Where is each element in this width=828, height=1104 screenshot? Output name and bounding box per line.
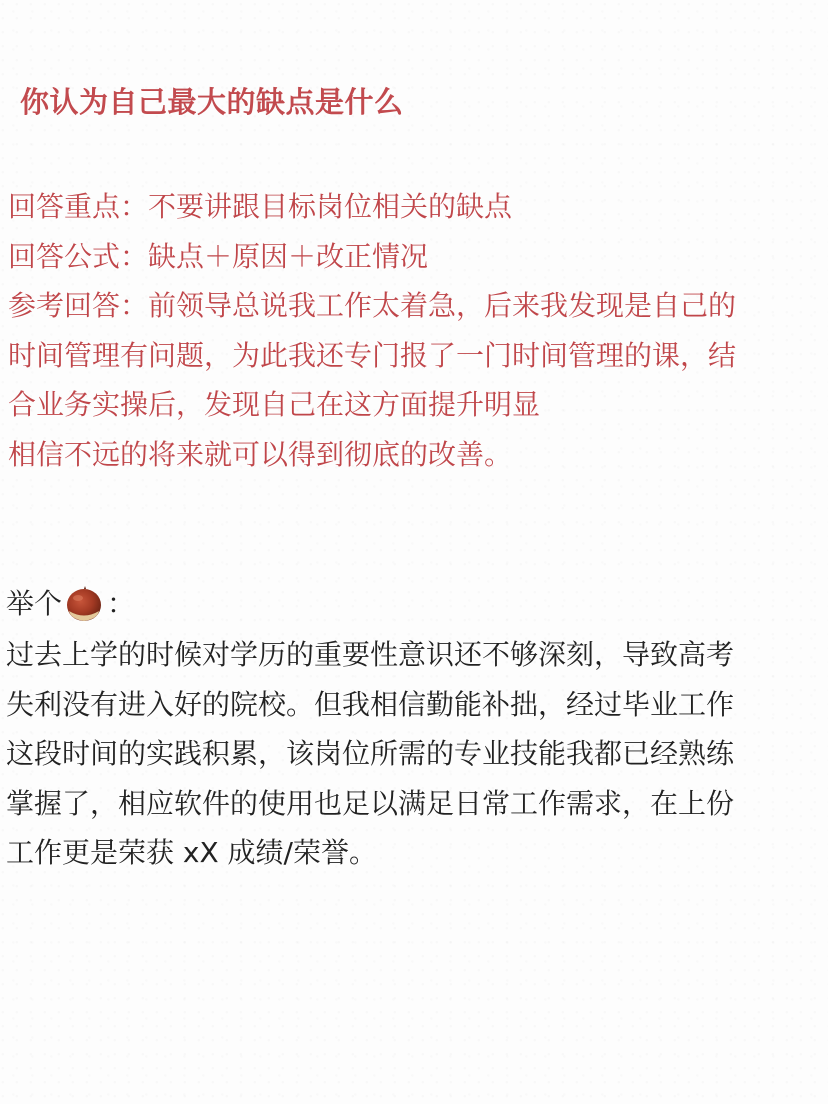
example-heading [6,582,135,626]
key-point-line: 回答重点：不要讲跟目标岗位相关的缺点 [8,190,513,223]
reference-answer-line: 参考回答：前领导总说我工作太着急，后来我发现是自己的 [8,289,737,322]
example-line: 工作更是荣获 xX 成绩/荣誉。 [6,836,377,869]
example-line: 过去上学的时候对学历的重要性意识还不够深刻，导致高考 [6,638,735,671]
page-title: 你认为自己最大的缺点是什么 [20,85,404,119]
example-line: 失利没有进入好的院校。但我相信勤能补拙，经过毕业工作 [6,687,735,721]
reference-answer-line: 时间管理有问题，为此我还专门报了一门时间管理的课，结 [8,338,737,372]
example-answer [6,630,824,878]
example-line: 这段时间的实践积累，该岗位所需的专业技能我都已经熟练 [6,737,735,770]
example-prefix: 举个 [6,587,63,620]
formula-line: 回答公式：缺点＋原因＋改正情况 [8,239,429,273]
chestnut-icon [64,584,104,624]
answer-guide [8,182,820,479]
reference-answer-line: 相信不远的将来就可以得到彻底的改善。 [8,437,513,471]
reference-answer-line: 合业务实操后，发现自己在这方面提升明显 [8,388,541,421]
example-line: 掌握了，相应软件的使用也足以满足日常工作需求，在上份 [6,786,735,820]
example-colon: ： [107,587,136,620]
